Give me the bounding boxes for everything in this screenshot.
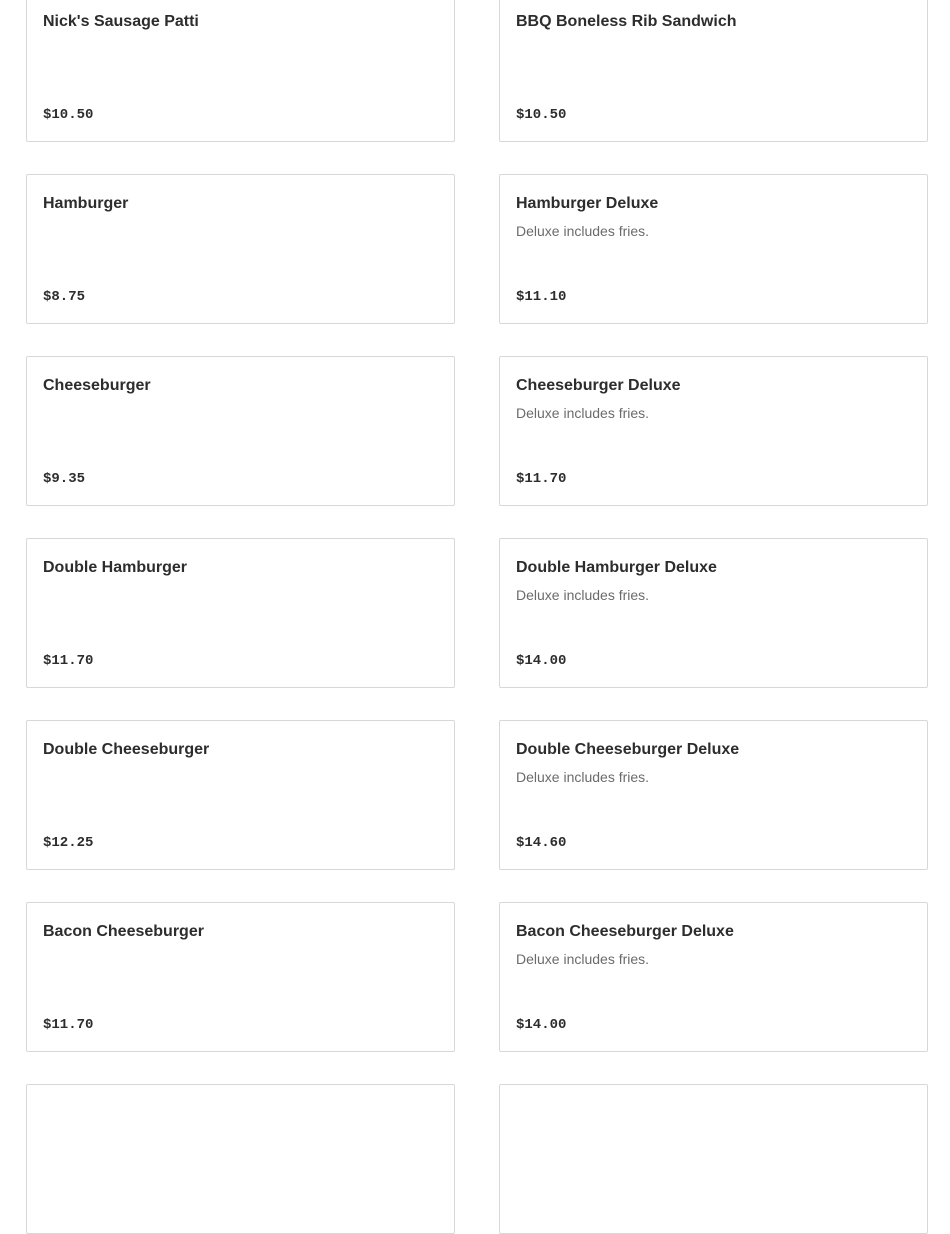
item-price: $11.70 xyxy=(43,1017,94,1033)
menu-item-card[interactable] xyxy=(26,0,455,142)
item-name: Nick's Sausage Patti xyxy=(43,13,199,30)
menu-item-card[interactable] xyxy=(26,902,455,1052)
item-description: Deluxe includes fries. xyxy=(516,951,650,967)
menu-item-card[interactable] xyxy=(26,720,455,870)
item-description: Deluxe includes fries. xyxy=(516,587,650,603)
menu-item-card[interactable] xyxy=(499,174,928,324)
menu-item-card[interactable] xyxy=(499,356,928,506)
item-price: $11.70 xyxy=(43,653,94,669)
menu-item-grid xyxy=(26,0,928,1234)
item-description: Deluxe includes fries. xyxy=(516,405,650,421)
menu-item-card[interactable] xyxy=(26,1084,455,1234)
menu-item-card[interactable] xyxy=(499,1084,928,1234)
item-name: Bacon Cheeseburger Deluxe xyxy=(516,923,734,940)
item-name: Hamburger xyxy=(43,195,129,212)
item-name: Double Cheeseburger xyxy=(43,741,210,758)
item-name: Double Hamburger Deluxe xyxy=(516,559,717,576)
menu-item-card[interactable] xyxy=(499,0,928,142)
item-price: $12.25 xyxy=(43,835,94,851)
item-price: $11.70 xyxy=(516,471,567,487)
item-name: Double Cheeseburger Deluxe xyxy=(516,741,740,758)
item-description: Deluxe includes fries. xyxy=(516,223,650,239)
menu-item-card[interactable] xyxy=(26,174,455,324)
menu-item-card[interactable] xyxy=(499,720,928,870)
item-name: Bacon Cheeseburger xyxy=(43,923,204,940)
item-price: $14.00 xyxy=(516,1017,567,1033)
item-name: BBQ Boneless Rib Sandwich xyxy=(516,13,737,30)
menu-item-card[interactable] xyxy=(26,538,455,688)
item-price: $10.50 xyxy=(43,107,94,123)
item-price: $8.75 xyxy=(43,289,86,305)
item-price: $11.10 xyxy=(516,289,567,305)
menu-item-card[interactable] xyxy=(26,356,455,506)
item-price: $14.00 xyxy=(516,653,567,669)
item-description: Deluxe includes fries. xyxy=(516,769,650,785)
menu-item-card[interactable] xyxy=(499,538,928,688)
item-name: Cheeseburger Deluxe xyxy=(516,377,681,394)
item-price: $9.35 xyxy=(43,471,86,487)
item-price: $10.50 xyxy=(516,107,567,123)
item-name: Hamburger Deluxe xyxy=(516,195,659,212)
item-name: Double Hamburger xyxy=(43,559,188,576)
item-name: Cheeseburger xyxy=(43,377,151,394)
menu-item-card[interactable] xyxy=(499,902,928,1052)
item-price: $14.60 xyxy=(516,835,567,851)
